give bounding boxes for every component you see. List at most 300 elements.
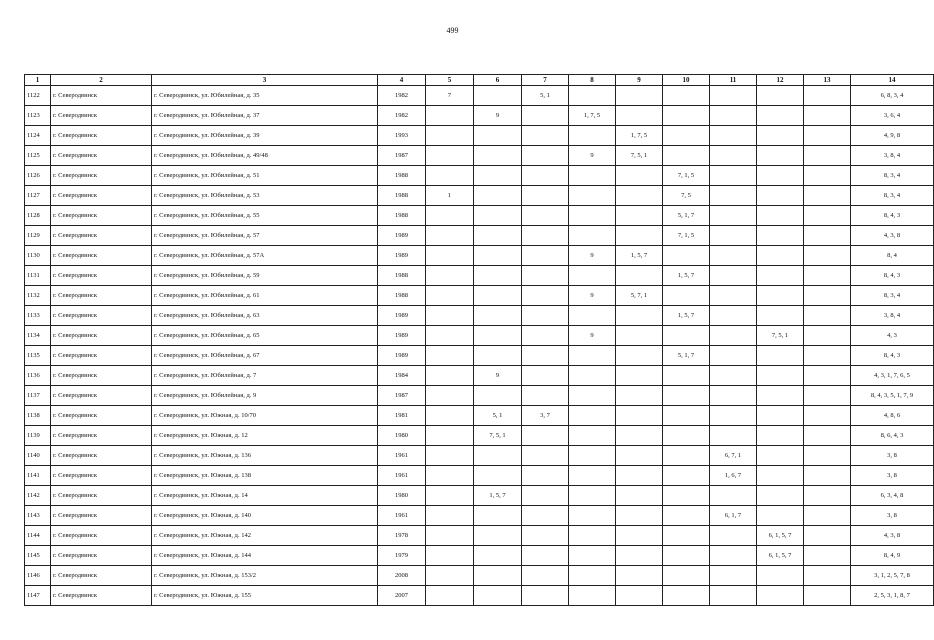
table-cell-col-2: г. Северодвинск [51,266,152,286]
table-cell-col-11 [710,226,757,246]
table-row [25,286,934,306]
table-cell-col-7 [522,326,569,346]
table-cell-col-2: г. Северодвинск [51,546,152,566]
table-cell-col-2: г. Северодвинск [51,166,152,186]
table-cell-col-6 [474,386,522,406]
table-cell-col-4: 1989 [378,246,426,266]
table-cell-col-4: 1989 [378,346,426,366]
table-cell-col-13 [804,406,851,426]
table-cell-col-6 [474,446,522,466]
table-cell-col-11 [710,186,757,206]
table-cell-col-13 [804,446,851,466]
table-cell-col-1: 1140 [25,446,51,466]
table-cell-col-14: 8, 3, 4 [851,166,934,186]
table-cell-col-5 [426,306,474,326]
table-cell-col-12 [757,146,804,166]
table-cell-col-4: 1989 [378,226,426,246]
table-cell-col-3: г. Северодвинск, ул. Южная, д. 138 [152,466,378,486]
table-row [25,386,934,406]
table-cell-col-11 [710,326,757,346]
table-cell-col-8 [569,486,616,506]
table-cell-col-11 [710,86,757,106]
table-cell-col-12: 6, 1, 5, 7 [757,526,804,546]
table-cell-col-6 [474,166,522,186]
table-cell-col-1: 1125 [25,146,51,166]
table-cell-col-8 [569,466,616,486]
table-cell-col-14: 3, 8 [851,506,934,526]
table-cell-col-5 [426,446,474,466]
table-cell-col-1: 1128 [25,206,51,226]
table-cell-col-8 [569,426,616,446]
table-cell-col-11 [710,266,757,286]
table-cell-col-11 [710,346,757,366]
table-cell-col-3: г. Северодвинск, ул. Юбилейная, д. 57А [152,246,378,266]
table-row [25,226,934,246]
table-cell-col-2: г. Северодвинск [51,306,152,326]
table-cell-col-2: г. Северодвинск [51,86,152,106]
table-cell-col-1: 1145 [25,546,51,566]
table-cell-col-3: г. Северодвинск, ул. Юбилейная, д. 53 [152,186,378,206]
table-cell-col-12 [757,386,804,406]
registry-table [24,74,934,606]
table-cell-col-10 [663,466,710,486]
table-cell-col-14: 3, 8, 4 [851,306,934,326]
table-row [25,546,934,566]
table-cell-col-9 [616,86,663,106]
table-cell-col-9 [616,586,663,606]
table-cell-col-14: 8, 3, 4 [851,286,934,306]
table-cell-col-8 [569,206,616,226]
table-row [25,206,934,226]
table-cell-col-8 [569,266,616,286]
table-cell-col-11 [710,566,757,586]
table-row [25,586,934,606]
table-cell-col-10 [663,326,710,346]
table-cell-col-1: 1135 [25,346,51,366]
table-row [25,566,934,586]
header-row [25,75,934,86]
table-cell-col-4: 1993 [378,126,426,146]
table-cell-col-10 [663,286,710,306]
table-cell-col-2: г. Северодвинск [51,186,152,206]
table-cell-col-8 [569,386,616,406]
table-cell-col-8 [569,546,616,566]
table-cell-col-5: 7 [426,86,474,106]
table-cell-col-12 [757,266,804,286]
table-cell-col-6: 9 [474,106,522,126]
table-cell-col-12 [757,206,804,226]
table-cell-col-3: г. Северодвинск, ул. Южная, д. 155 [152,586,378,606]
table-cell-col-6 [474,266,522,286]
table-cell-col-10: 7, 5 [663,186,710,206]
table-cell-col-9: 1, 7, 5 [616,126,663,146]
table-cell-col-6 [474,326,522,346]
table-cell-col-13 [804,566,851,586]
table-cell-col-3: г. Северодвинск, ул. Южная, д. 140 [152,506,378,526]
table-cell-col-5 [426,346,474,366]
table-cell-col-10 [663,86,710,106]
table-cell-col-1: 1132 [25,286,51,306]
table-cell-col-6: 1, 5, 7 [474,486,522,506]
table-cell-col-7 [522,466,569,486]
table-row [25,246,934,266]
table-cell-col-2: г. Северодвинск [51,206,152,226]
column-header-12: 12 [757,75,804,86]
table-cell-col-11 [710,246,757,266]
table-row [25,526,934,546]
table-cell-col-6 [474,546,522,566]
table-cell-col-1: 1130 [25,246,51,266]
table-cell-col-9: 5, 7, 1 [616,286,663,306]
table-cell-col-2: г. Северодвинск [51,526,152,546]
column-header-8: 8 [569,75,616,86]
table-cell-col-3: г. Северодвинск, ул. Южная, д. 136 [152,446,378,466]
table-cell-col-12: 6, 1, 5, 7 [757,546,804,566]
table-cell-col-7 [522,206,569,226]
table-cell-col-1: 1144 [25,526,51,546]
table-cell-col-6: 5, 1 [474,406,522,426]
table-row [25,126,934,146]
table-cell-col-11 [710,386,757,406]
table-cell-col-2: г. Северодвинск [51,286,152,306]
table-cell-col-8 [569,446,616,466]
table-cell-col-10 [663,486,710,506]
table-cell-col-14: 8, 3, 4 [851,186,934,206]
table-cell-col-2: г. Северодвинск [51,146,152,166]
table-cell-col-11 [710,366,757,386]
table-cell-col-5 [426,226,474,246]
table-cell-col-6 [474,566,522,586]
table-cell-col-12 [757,226,804,246]
table-cell-col-14: 6, 8, 3, 4 [851,86,934,106]
table-cell-col-5 [426,546,474,566]
table-cell-col-13 [804,126,851,146]
table-cell-col-12 [757,166,804,186]
table-cell-col-13 [804,346,851,366]
table-cell-col-9 [616,426,663,446]
table-cell-col-9 [616,266,663,286]
table-cell-col-4: 1978 [378,526,426,546]
table-cell-col-2: г. Северодвинск [51,506,152,526]
table-cell-col-13 [804,486,851,506]
table-cell-col-6 [474,206,522,226]
table-cell-col-2: г. Северодвинск [51,586,152,606]
table-cell-col-11 [710,546,757,566]
table-cell-col-9 [616,566,663,586]
table-cell-col-2: г. Северодвинск [51,466,152,486]
table-cell-col-6 [474,226,522,246]
table-cell-col-14: 3, 6, 4 [851,106,934,126]
column-header-3: 3 [152,75,378,86]
table-cell-col-10 [663,446,710,466]
table-cell-col-9 [616,226,663,246]
table-cell-col-9 [616,506,663,526]
table-cell-col-10 [663,586,710,606]
table-cell-col-8 [569,86,616,106]
table-cell-col-1: 1131 [25,266,51,286]
table-cell-col-8: 9 [569,246,616,266]
table-cell-col-11 [710,426,757,446]
table-cell-col-10 [663,386,710,406]
table-cell-col-7 [522,246,569,266]
table-cell-col-2: г. Северодвинск [51,486,152,506]
table-cell-col-1: 1133 [25,306,51,326]
table-cell-col-11: 6, 7, 1 [710,446,757,466]
table-cell-col-13 [804,286,851,306]
table-cell-col-8 [569,586,616,606]
table-cell-col-5 [426,126,474,146]
table-cell-col-5 [426,286,474,306]
table-cell-col-4: 1982 [378,86,426,106]
table-cell-col-14: 4, 9, 8 [851,126,934,146]
table-cell-col-14: 4, 3 [851,326,934,346]
table-cell-col-5 [426,266,474,286]
table-cell-col-9 [616,366,663,386]
table-cell-col-1: 1137 [25,386,51,406]
column-header-9: 9 [616,75,663,86]
table-cell-col-14: 8, 4, 3 [851,206,934,226]
table-row [25,426,934,446]
table-cell-col-4: 1987 [378,386,426,406]
table-cell-col-4: 1989 [378,306,426,326]
table-cell-col-7 [522,306,569,326]
table-row [25,346,934,366]
table-cell-col-12 [757,306,804,326]
table-cell-col-12 [757,126,804,146]
table-cell-col-9 [616,106,663,126]
table-cell-col-3: г. Северодвинск, ул. Юбилейная, д. 67 [152,346,378,366]
table-cell-col-12 [757,406,804,426]
table-cell-col-4: 1988 [378,206,426,226]
table-cell-col-9 [616,486,663,506]
table-cell-col-5 [426,466,474,486]
table-cell-col-4: 1988 [378,186,426,206]
table-cell-col-11: 6, 1, 7 [710,506,757,526]
table-cell-col-11 [710,306,757,326]
table-cell-col-13 [804,326,851,346]
table-cell-col-12 [757,506,804,526]
table-cell-col-14: 3, 8 [851,466,934,486]
table-cell-col-2: г. Северодвинск [51,406,152,426]
table-cell-col-8 [569,186,616,206]
table-cell-col-14: 4, 3, 1, 7, 6, 5 [851,366,934,386]
table-cell-col-9 [616,186,663,206]
table-cell-col-8 [569,126,616,146]
table-cell-col-5 [426,586,474,606]
table-cell-col-1: 1123 [25,106,51,126]
table-cell-col-8 [569,366,616,386]
table-cell-col-3: г. Северодвинск, ул. Юбилейная, д. 59 [152,266,378,286]
table-cell-col-8 [569,166,616,186]
column-header-14: 14 [851,75,934,86]
table-cell-col-7 [522,486,569,506]
table-row [25,186,934,206]
table-cell-col-9 [616,526,663,546]
table-cell-col-3: г. Северодвинск, ул. Юбилейная, д. 65 [152,326,378,346]
table-cell-col-11 [710,586,757,606]
table-cell-col-9 [616,446,663,466]
table-cell-col-10 [663,246,710,266]
table-cell-col-12 [757,486,804,506]
page-number: 499 [446,26,459,35]
table-cell-col-13 [804,466,851,486]
table-cell-col-7 [522,126,569,146]
table-row [25,146,934,166]
table-row [25,446,934,466]
table-cell-col-1: 1138 [25,406,51,426]
table-cell-col-8 [569,306,616,326]
table-cell-col-3: г. Северодвинск, ул. Юбилейная, д. 57 [152,226,378,246]
table-cell-col-7 [522,366,569,386]
table-cell-col-10: 5, 1, 7 [663,206,710,226]
table-cell-col-5: 1 [426,186,474,206]
table-cell-col-3: г. Северодвинск, ул. Юбилейная, д. 37 [152,106,378,126]
table-cell-col-3: г. Северодвинск, ул. Юбилейная, д. 35 [152,86,378,106]
table-cell-col-12 [757,106,804,126]
column-header-5: 5 [426,75,474,86]
table-cell-col-9 [616,386,663,406]
table-cell-col-14: 3, 1, 2, 5, 7, 8 [851,566,934,586]
table-cell-col-3: г. Северодвинск, ул. Южная, д. 14 [152,486,378,506]
table-cell-col-3: г. Северодвинск, ул. Южная, д. 10/70 [152,406,378,426]
table-cell-col-13 [804,506,851,526]
table-cell-col-13 [804,546,851,566]
table-cell-col-5 [426,166,474,186]
table-row [25,406,934,426]
table-cell-col-14: 8, 4, 3, 5, 1, 7, 9 [851,386,934,406]
table-cell-col-6 [474,346,522,366]
table-cell-col-5 [426,426,474,446]
table-cell-col-3: г. Северодвинск, ул. Юбилейная, д. 61 [152,286,378,306]
table-row [25,266,934,286]
column-header-10: 10 [663,75,710,86]
table-cell-col-8 [569,406,616,426]
table-cell-col-9 [616,406,663,426]
table-cell-col-10 [663,566,710,586]
table-cell-col-7 [522,426,569,446]
table-cell-col-4: 1988 [378,286,426,306]
table-cell-col-11 [710,486,757,506]
table-cell-col-5 [426,246,474,266]
table-cell-col-3: г. Северодвинск, ул. Юбилейная, д. 39 [152,126,378,146]
table-cell-col-12 [757,346,804,366]
table-cell-col-3: г. Северодвинск, ул. Южная, д. 144 [152,546,378,566]
table-cell-col-5 [426,366,474,386]
table-cell-col-9: 1, 5, 7 [616,246,663,266]
table-row [25,306,934,326]
column-header-4: 4 [378,75,426,86]
table-row [25,106,934,126]
table-cell-col-6 [474,246,522,266]
table-cell-col-1: 1143 [25,506,51,526]
table-cell-col-2: г. Северодвинск [51,246,152,266]
table-cell-col-4: 2007 [378,586,426,606]
table-cell-col-9: 7, 5, 1 [616,146,663,166]
table-cell-col-13 [804,426,851,446]
table-cell-col-1: 1126 [25,166,51,186]
table-cell-col-1: 1127 [25,186,51,206]
table-cell-col-7 [522,166,569,186]
table-cell-col-2: г. Северодвинск [51,106,152,126]
table-cell-col-13 [804,246,851,266]
table-cell-col-7 [522,506,569,526]
table-cell-col-6 [474,86,522,106]
table-cell-col-13 [804,386,851,406]
table-cell-col-10 [663,426,710,446]
table-cell-col-6: 7, 5, 1 [474,426,522,446]
table-cell-col-14: 8, 4, 3 [851,266,934,286]
table-cell-col-6 [474,126,522,146]
table-cell-col-4: 1984 [378,366,426,386]
table-cell-col-5 [426,526,474,546]
table-row [25,486,934,506]
table-cell-col-4: 1988 [378,166,426,186]
table-cell-col-2: г. Северодвинск [51,126,152,146]
table-cell-col-2: г. Северодвинск [51,566,152,586]
table-cell-col-8 [569,346,616,366]
table-cell-col-2: г. Северодвинск [51,446,152,466]
table-cell-col-14: 8, 4 [851,246,934,266]
table-cell-col-7 [522,526,569,546]
table-row [25,166,934,186]
table-cell-col-1: 1141 [25,466,51,486]
table-cell-col-10 [663,146,710,166]
table-cell-col-4: 1980 [378,486,426,506]
table-cell-col-13 [804,586,851,606]
table-cell-col-5 [426,486,474,506]
table-cell-col-8: 9 [569,326,616,346]
table-cell-col-14: 3, 8, 4 [851,146,934,166]
table-cell-col-2: г. Северодвинск [51,346,152,366]
table-cell-col-12 [757,246,804,266]
table-cell-col-10: 7, 1, 5 [663,226,710,246]
table-cell-col-12 [757,446,804,466]
table-cell-col-4: 2008 [378,566,426,586]
table-cell-col-9 [616,546,663,566]
table-cell-col-6 [474,286,522,306]
table-row [25,506,934,526]
table-cell-col-10 [663,506,710,526]
table-cell-col-9 [616,326,663,346]
table-cell-col-9 [616,206,663,226]
table-cell-col-13 [804,166,851,186]
table-cell-col-1: 1122 [25,86,51,106]
table-cell-col-2: г. Северодвинск [51,226,152,246]
table-cell-col-9 [616,306,663,326]
table-cell-col-3: г. Северодвинск, ул. Юбилейная, д. 55 [152,206,378,226]
table-cell-col-4: 1988 [378,266,426,286]
table-cell-col-11 [710,206,757,226]
table-cell-col-10 [663,366,710,386]
table-cell-col-13 [804,306,851,326]
table-cell-col-7: 3, 7 [522,406,569,426]
table-cell-col-9 [616,166,663,186]
column-header-7: 7 [522,75,569,86]
table-row [25,466,934,486]
table-cell-col-10: 1, 5, 7 [663,266,710,286]
table-cell-col-3: г. Северодвинск, ул. Юбилейная, д. 7 [152,366,378,386]
table-cell-col-13 [804,526,851,546]
table-cell-col-10: 5, 1, 7 [663,346,710,366]
table-cell-col-14: 4, 3, 8 [851,226,934,246]
table-cell-col-12: 7, 5, 1 [757,326,804,346]
table-cell-col-2: г. Северодвинск [51,326,152,346]
table-cell-col-13 [804,106,851,126]
table-cell-col-7: 5, 1 [522,86,569,106]
table-row [25,366,934,386]
table-cell-col-14: 6, 3, 4, 8 [851,486,934,506]
table-cell-col-1: 1147 [25,586,51,606]
